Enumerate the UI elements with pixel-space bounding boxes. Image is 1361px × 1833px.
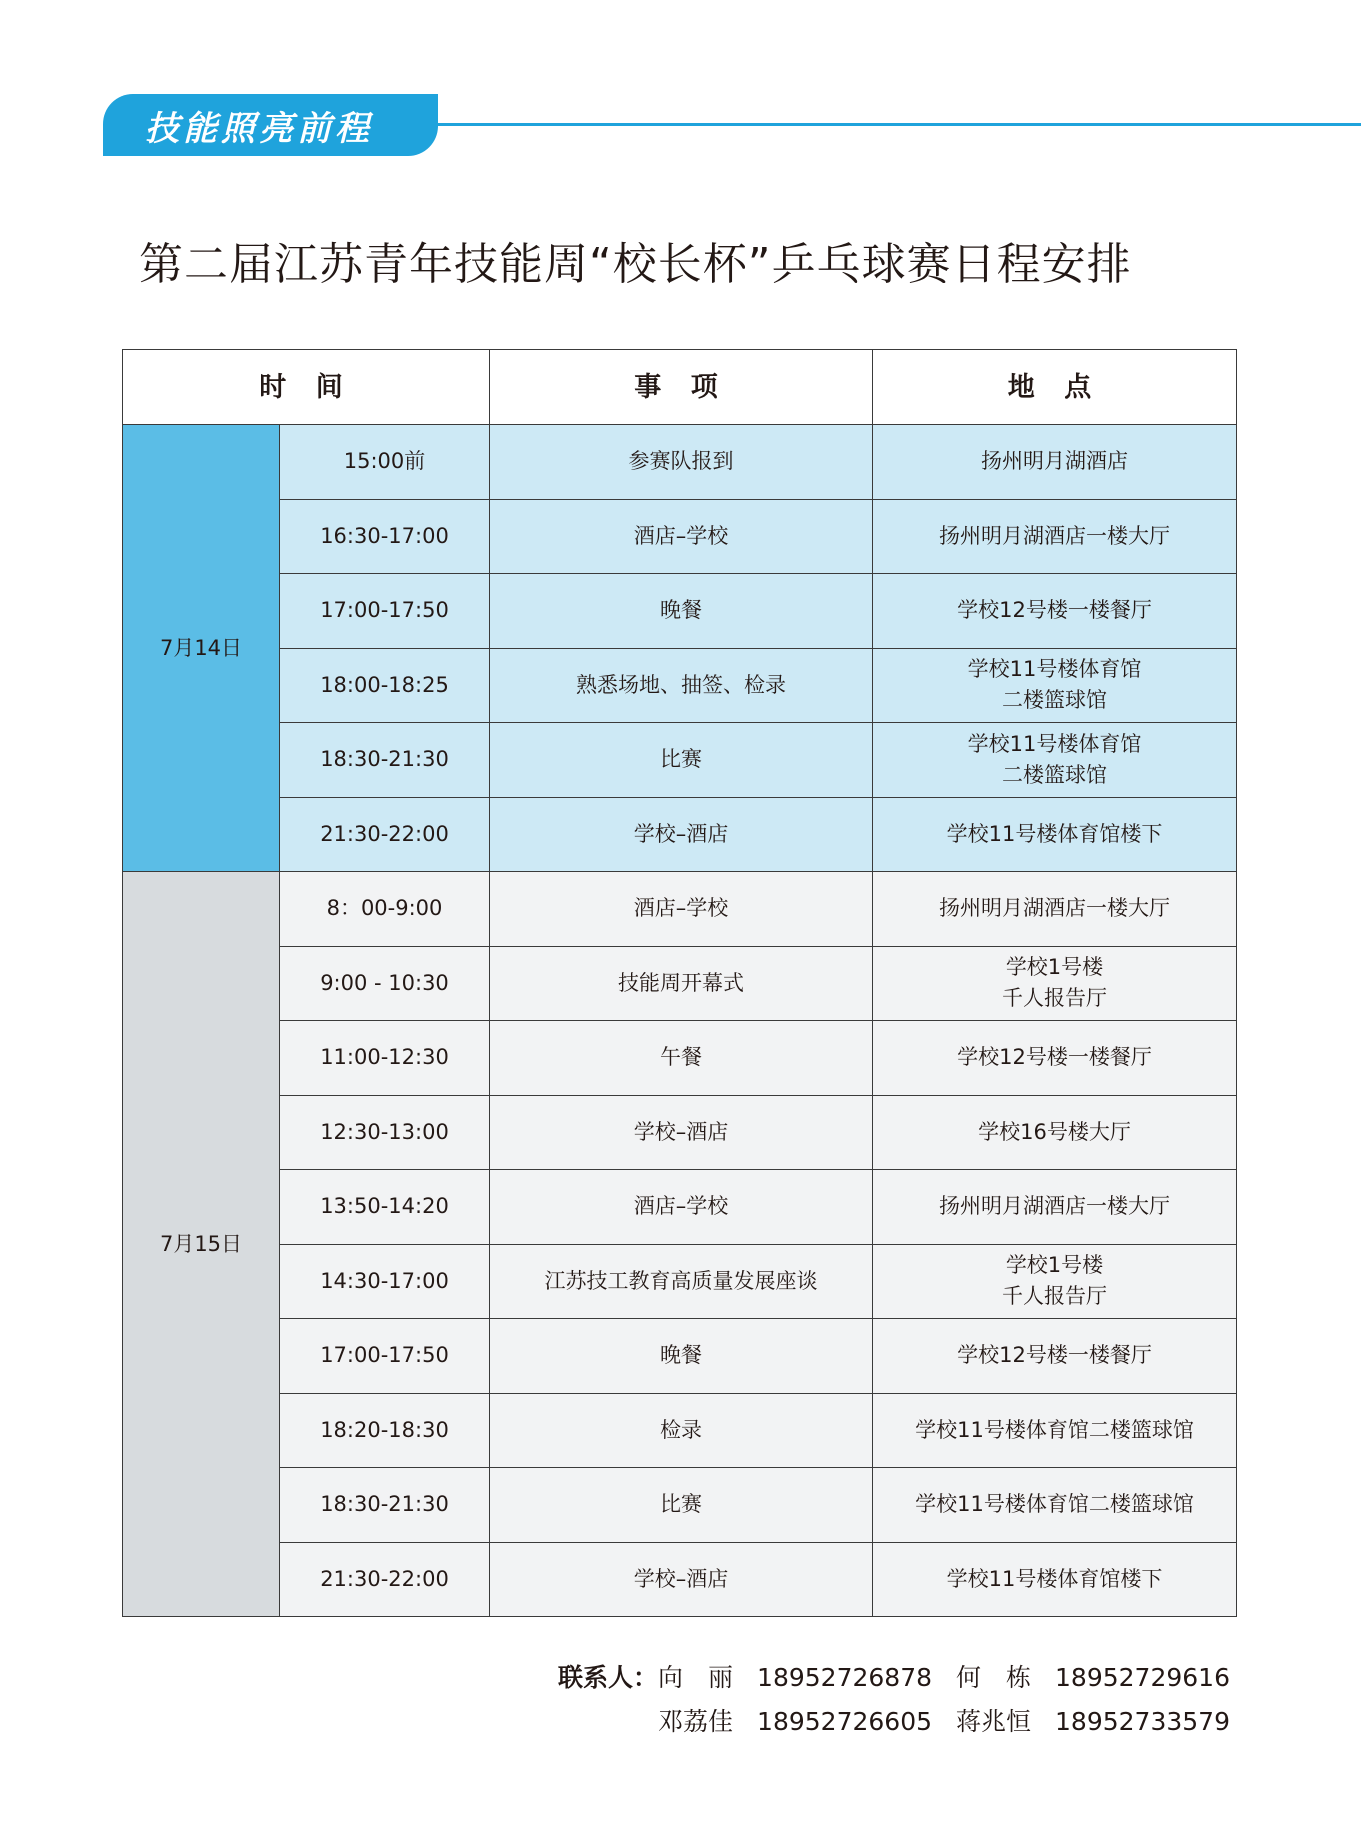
contacts-line-2 bbox=[558, 1700, 1230, 1744]
header-rule bbox=[438, 123, 1361, 126]
time-cell: 8：00-9:00 bbox=[280, 872, 490, 947]
time-cell: 17:00-17:50 bbox=[280, 1319, 490, 1394]
location-cell: 学校11号楼体育馆二楼篮球馆 bbox=[873, 1468, 1237, 1543]
event-cell: 酒店–学校 bbox=[490, 499, 873, 574]
contact-name: 何 栋 bbox=[956, 1663, 1032, 1692]
section-tab bbox=[103, 94, 438, 156]
time-cell: 16:30-17:00 bbox=[280, 499, 490, 574]
event-cell: 晚餐 bbox=[490, 1319, 873, 1394]
header-time: 时 间 bbox=[123, 350, 490, 425]
time-cell: 18:30-21:30 bbox=[280, 723, 490, 798]
page-title: 第二届江苏青年技能周“校长杯”乒乓球赛日程安排 bbox=[139, 239, 1132, 290]
event-cell: 江苏技工教育高质量发展座谈 bbox=[490, 1244, 873, 1319]
location-cell: 学校12号楼一楼餐厅 bbox=[873, 1021, 1237, 1096]
contact-phone: 18952733579 bbox=[1055, 1707, 1230, 1736]
location-cell: 学校11号楼体育馆二楼篮球馆 bbox=[873, 1393, 1237, 1468]
location-cell: 学校11号楼体育馆 二楼篮球馆 bbox=[873, 648, 1237, 723]
table-row bbox=[123, 872, 1237, 947]
contact-phone: 18952726605 bbox=[757, 1707, 933, 1736]
contacts-label: 联系人： bbox=[558, 1663, 659, 1692]
location-cell: 学校11号楼体育馆楼下 bbox=[873, 797, 1237, 872]
location-cell: 学校11号楼体育馆 二楼篮球馆 bbox=[873, 723, 1237, 798]
section-tab-label: 技能照亮前程 bbox=[145, 108, 373, 149]
table-row bbox=[123, 1393, 1237, 1468]
location-cell: 学校12号楼一楼餐厅 bbox=[873, 574, 1237, 649]
table-row bbox=[123, 723, 1237, 798]
event-cell: 参赛队报到 bbox=[490, 425, 873, 500]
time-cell: 18:00-18:25 bbox=[280, 648, 490, 723]
location-cell: 学校16号楼大厅 bbox=[873, 1095, 1237, 1170]
table-row bbox=[123, 1319, 1237, 1394]
event-cell: 酒店–学校 bbox=[490, 1170, 873, 1245]
event-cell: 比赛 bbox=[490, 1468, 873, 1543]
table-row bbox=[123, 1095, 1237, 1170]
table-row bbox=[123, 1244, 1237, 1319]
time-cell: 14:30-17:00 bbox=[280, 1244, 490, 1319]
event-cell: 午餐 bbox=[490, 1021, 873, 1096]
table-header-row bbox=[123, 350, 1237, 425]
event-cell: 酒店–学校 bbox=[490, 872, 873, 947]
event-cell: 学校–酒店 bbox=[490, 1542, 873, 1617]
time-cell: 12:30-13:00 bbox=[280, 1095, 490, 1170]
time-cell: 15:00前 bbox=[280, 425, 490, 500]
location-cell: 学校11号楼体育馆楼下 bbox=[873, 1542, 1237, 1617]
location-cell: 扬州明月湖酒店 bbox=[873, 425, 1237, 500]
contacts-block bbox=[558, 1656, 1230, 1744]
time-cell: 9:00 - 10:30 bbox=[280, 946, 490, 1021]
table-row bbox=[123, 797, 1237, 872]
location-cell: 学校1号楼 千人报告厅 bbox=[873, 1244, 1237, 1319]
event-cell: 学校–酒店 bbox=[490, 1095, 873, 1170]
table-row bbox=[123, 425, 1237, 500]
contact-phone: 18952726878 bbox=[757, 1663, 933, 1692]
location-cell: 扬州明月湖酒店一楼大厅 bbox=[873, 872, 1237, 947]
date-cell: 7月14日 bbox=[123, 425, 280, 872]
location-cell: 学校1号楼 千人报告厅 bbox=[873, 946, 1237, 1021]
contacts-line-1 bbox=[558, 1656, 1230, 1700]
contact-name: 邓荔佳 bbox=[658, 1707, 734, 1736]
time-cell: 18:20-18:30 bbox=[280, 1393, 490, 1468]
time-cell: 21:30-22:00 bbox=[280, 797, 490, 872]
event-cell: 熟悉场地、抽签、检录 bbox=[490, 648, 873, 723]
event-cell: 比赛 bbox=[490, 723, 873, 798]
event-cell: 技能周开幕式 bbox=[490, 946, 873, 1021]
time-cell: 18:30-21:30 bbox=[280, 1468, 490, 1543]
location-cell: 扬州明月湖酒店一楼大厅 bbox=[873, 499, 1237, 574]
location-cell: 扬州明月湖酒店一楼大厅 bbox=[873, 1170, 1237, 1245]
table-row bbox=[123, 499, 1237, 574]
contact-phone: 18952729616 bbox=[1055, 1663, 1230, 1692]
time-cell: 17:00-17:50 bbox=[280, 574, 490, 649]
schedule-table bbox=[122, 349, 1237, 1617]
table-row bbox=[123, 1468, 1237, 1543]
contact-name: 蒋兆恒 bbox=[956, 1707, 1032, 1736]
event-cell: 晚餐 bbox=[490, 574, 873, 649]
table-row bbox=[123, 946, 1237, 1021]
time-cell: 11:00-12:30 bbox=[280, 1021, 490, 1096]
date-cell: 7月15日 bbox=[123, 872, 280, 1617]
table-row bbox=[123, 574, 1237, 649]
event-cell: 检录 bbox=[490, 1393, 873, 1468]
time-cell: 13:50-14:20 bbox=[280, 1170, 490, 1245]
table-row bbox=[123, 648, 1237, 723]
time-cell: 21:30-22:00 bbox=[280, 1542, 490, 1617]
table-row bbox=[123, 1170, 1237, 1245]
location-cell: 学校12号楼一楼餐厅 bbox=[873, 1319, 1237, 1394]
header-location: 地 点 bbox=[873, 350, 1237, 425]
table-row bbox=[123, 1021, 1237, 1096]
header-event: 事 项 bbox=[490, 350, 873, 425]
event-cell: 学校–酒店 bbox=[490, 797, 873, 872]
contact-name: 向 丽 bbox=[658, 1663, 734, 1692]
table-row bbox=[123, 1542, 1237, 1617]
